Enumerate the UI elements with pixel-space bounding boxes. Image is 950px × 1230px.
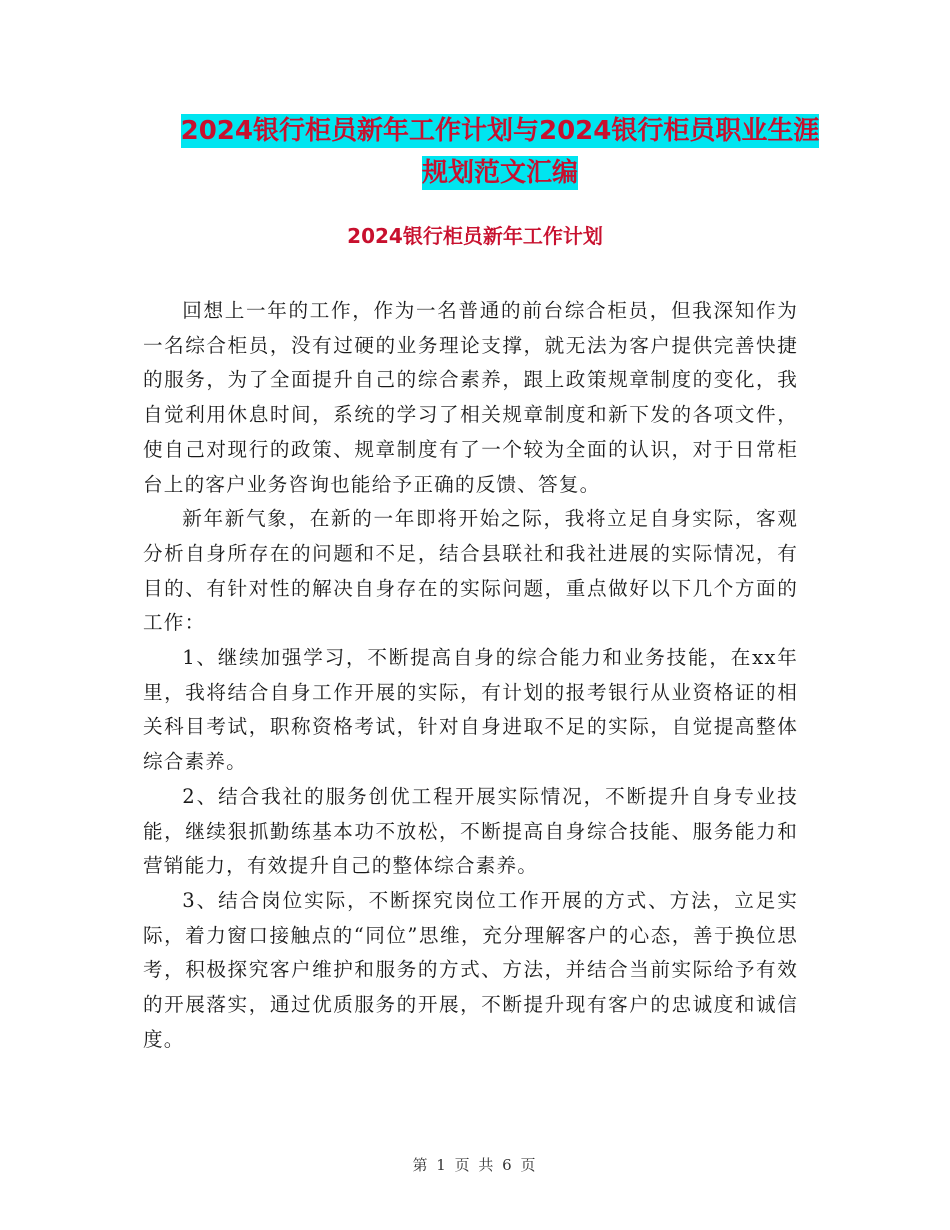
paragraph: 3、结合岗位实际，不断探究岗位工作开展的方式、方法，立足实际，着力窗口接触点的“同位”思维，充分理解客户的心态，善于换位思考，积极探究客户维护和服务的方式、方法，并结合当前实际给予有效的开展落实，通过优质服务的开展，不断提升现有客户的忠诚度和诚信度。 bbox=[143, 888, 798, 1051]
paragraph: 2、结合我社的服务创优工程开展实际情况，不断提升自身专业技能，继续狠抓勤练基本功不放松，不断提高自身综合技能、服务能力和营销能力，有效提升自己的整体综合素养。 bbox=[143, 784, 798, 878]
document-body bbox=[143, 294, 798, 1057]
document-title-line-2: 规划范文汇编 bbox=[421, 158, 578, 188]
document-title bbox=[120, 110, 880, 194]
document-title-line-1: 2024银行柜员新年工作计划与2024银行柜员职业生涯 bbox=[180, 116, 820, 146]
paragraph: 新年新气象，在新的一年即将开始之际，我将立足自身实际，客观分析自身所存在的问题和不足，结合县联社和我社进展的实际情况，有目的、有针对性的解决自身存在的实际问题，重点做好以下几个方面的工作： bbox=[143, 507, 798, 635]
section-title: 2024银行柜员新年工作计划 bbox=[347, 224, 603, 248]
page-number-footer: 第 1 页 共 6 页 bbox=[412, 1156, 538, 1174]
paragraph: 回想上一年的工作，作为一名普通的前台综合柜员，但我深知作为一名综合柜员，没有过硬的业务理论支撑，就无法为客户提供完善快捷的服务，为了全面提升自己的综合素养，跟上政策规章制度的变化，我自觉利用休息时间，系统的学习了相关规章制度和新下发的各项文件，使自己对现行的政策、规章制度有了一个较为全面的认识，对于日常柜台上的客户业务咨询也能给予正确的反馈、答复。 bbox=[143, 299, 798, 496]
paragraph: 1、继续加强学习，不断提高自身的综合能力和业务技能，在xx年里，我将结合自身工作开展的实际，有计划的报考银行从业资格证的相关科目考试，职称资格考试，针对自身进取不足的实际，自觉提高整体综合素养。 bbox=[143, 646, 798, 774]
